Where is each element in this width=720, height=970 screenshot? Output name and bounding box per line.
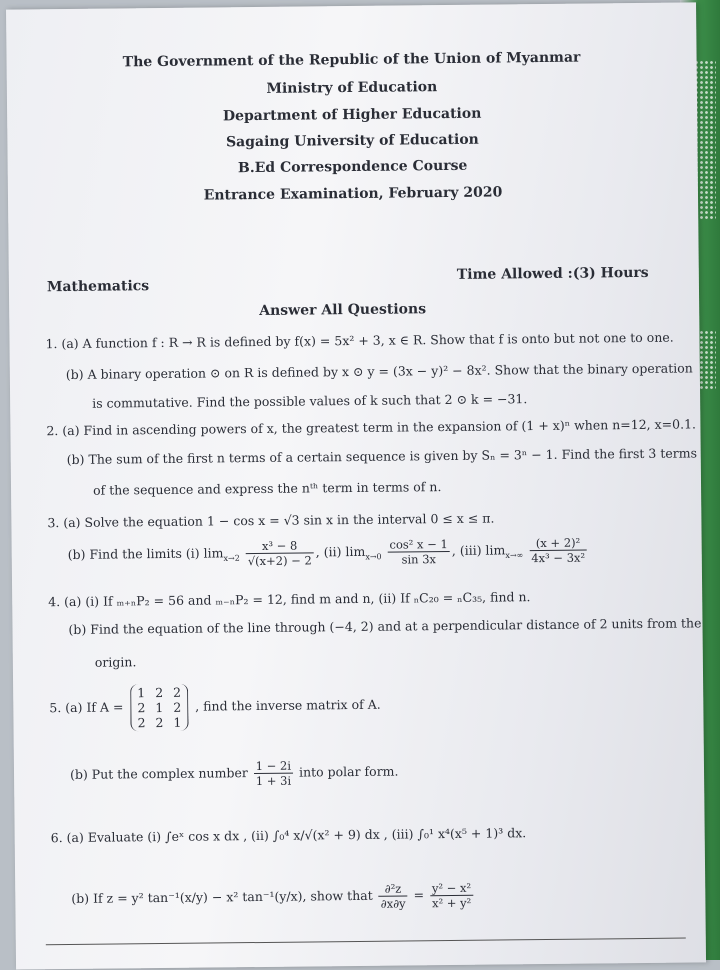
q6b-fraction-2 — [430, 881, 473, 910]
q5a-prefix: 5. (a) If A = — [49, 699, 124, 716]
header-course: B.Ed Correspondence Course — [237, 157, 468, 177]
question-2b: (b) The sum of the first n terms of a certain sequence is given by Sₙ = 3ⁿ − 1. Find the first 3 terms — [66, 445, 698, 468]
q3b-sub2: x→0 — [365, 552, 382, 562]
question-6b — [71, 881, 475, 914]
fraction-denominator: sin 3x — [401, 552, 437, 567]
q6b-prefix: (b) If z = y² tan⁻¹(x/y) − x² tan⁻¹(y/x), show that — [71, 887, 373, 906]
question-2a: 2. (a) Find in ascending powers of x, the greatest term in the expansion of (1 + x)ⁿ when n=12, x=0.1. — [46, 416, 697, 439]
question-3a: 3. (a) Solve the equation 1 − cos x = √3 sin x in the interval 0 ≤ x ≤ π. — [47, 510, 495, 531]
fraction-denominator: 4x³ − 3x² — [531, 550, 586, 566]
header-university: Sagaing University of Education — [225, 131, 479, 151]
matrix-row: 2 1 2 — [137, 699, 182, 716]
fraction-numerator: ∂²z — [379, 881, 408, 896]
question-6a: 6. (a) Evaluate (i) ∫eˣ cos x dx , (ii) ∫₀⁴ x/√(x² + 9) dx , (iii) ∫₀¹ x⁴(x⁵ + 1)³ dx. — [50, 825, 527, 846]
q3b-sub3: x→∞ — [505, 550, 524, 560]
header-ministry: Ministry of Education — [266, 79, 438, 97]
instruction: Answer All Questions — [259, 301, 427, 319]
question-1a: 1. (a) A function f : R → R is defined by f(x) = 5x² + 3, x ∈ R. Show that f is onto but not one to one. — [45, 329, 674, 352]
question-4a: 4. (a) (i) If ₘ₊ₙP₂ = 56 and ₘ₋ₙP₂ = 12, find m and n, (ii) If ₙC₂₀ = ₙC₃₅, find n. — [48, 589, 531, 610]
question-4b: (b) Find the equation of the line through (−4, 2) and at a perpendicular distance of 2 units from the — [68, 615, 702, 637]
fraction-denominator: 1 + 3i — [255, 773, 292, 789]
question-5b — [70, 758, 399, 790]
header-government: The Government of the Republic of the Union of Myanmar — [122, 49, 581, 71]
divider — [46, 938, 686, 946]
question-3b — [68, 536, 590, 571]
q3b-fraction-2 — [387, 537, 450, 567]
q3b-mid2: , (iii) lim — [451, 542, 506, 558]
header-department: Department of Higher Education — [222, 105, 482, 125]
fraction-denominator: √(x+2) − 2 — [247, 553, 312, 569]
subject-label: Mathematics — [46, 278, 150, 296]
fraction-denominator: ∂x∂y — [380, 896, 406, 911]
q3b-sub1: x→2 — [223, 553, 240, 563]
matrix-row: 1 2 2 — [137, 684, 182, 701]
q3b-prefix: (b) Find the limits (i) lim — [67, 545, 224, 562]
matrix-a — [130, 684, 188, 732]
question-1b: (b) A binary operation ⊙ on R is defined by x ⊙ y = (3x − y)² − 8x². Show that the binary operation — [65, 360, 693, 383]
question-4b-cont: origin. — [94, 654, 137, 670]
q6b-equals: = — [413, 887, 425, 903]
q3b-mid1: , (ii) lim — [315, 543, 366, 560]
question-5a — [49, 682, 381, 732]
fraction-numerator: 1 − 2i — [254, 759, 293, 774]
q3b-fraction-1 — [246, 538, 314, 568]
fraction-denominator: x² + y² — [432, 895, 472, 911]
matrix-row: 2 2 1 — [137, 714, 182, 731]
question-2b-cont: of the sequence and express the nᵗʰ term in terms of n. — [92, 479, 442, 498]
question-1b-cont: is commutative. Find the possible values of k such that 2 ⊙ k = −31. — [92, 391, 528, 411]
header-exam: Entrance Examination, February 2020 — [203, 184, 503, 204]
fraction-numerator: cos² x − 1 — [387, 537, 449, 553]
q3b-fraction-3 — [529, 536, 587, 566]
q5b-suffix: into polar form. — [298, 763, 399, 780]
time-allowed: Time Allowed :(3) Hours — [456, 264, 649, 283]
fraction-numerator: x³ − 8 — [246, 538, 314, 554]
exam-paper — [6, 2, 706, 969]
q5b-fraction — [254, 759, 294, 788]
q5a-suffix: , find the inverse matrix of A. — [195, 696, 381, 714]
fraction-numerator: y² − x² — [430, 881, 473, 896]
q6b-fraction-1 — [379, 881, 408, 910]
q5b-prefix: (b) Put the complex number — [69, 765, 248, 782]
fraction-numerator: (x + 2)² — [529, 536, 587, 552]
